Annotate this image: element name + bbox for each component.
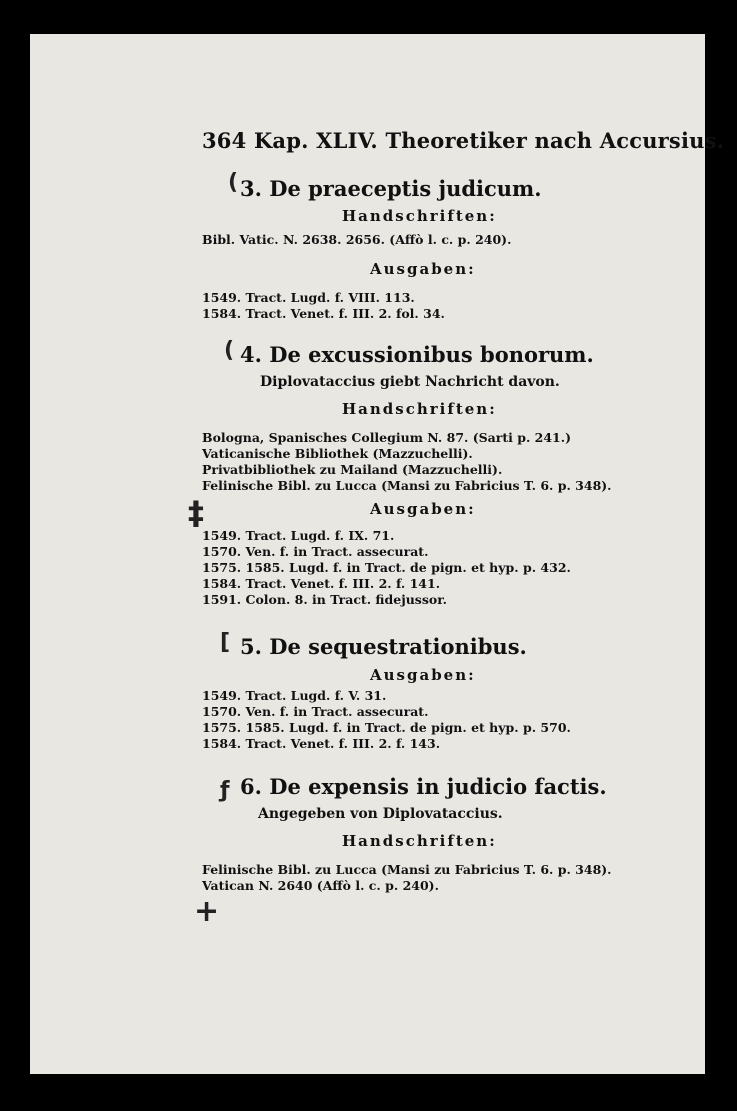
section-3-handschrift-1: Bibl. Vatic. N. 2638. 2656. (Affò l. c. p. 240). bbox=[202, 232, 512, 247]
section-5-ausgabe-3: 1575. 1585. Lugd. f. in Tract. de pign. et hyp. p. 570. bbox=[202, 720, 571, 735]
section-5-ausgabe-4: 1584. Tract. Venet. f. III. 2. f. 143. bbox=[202, 736, 441, 751]
section-4-ausgabe-1: 1549. Tract. Lugd. f. IX. 71. bbox=[202, 528, 395, 543]
section-5-ausgabe-2: 1570. Ven. f. in Tract. assecurat. bbox=[202, 704, 429, 719]
handwritten-mark: ( bbox=[228, 170, 239, 195]
section-4-handschrift-1: Bologna, Spanisches Collegium N. 87. (Sarti p. 241.) bbox=[202, 430, 572, 445]
handwritten-mark: [ bbox=[220, 630, 231, 655]
section-4-ausgabe-3: 1575. 1585. Lugd. f. in Tract. de pign. et hyp. p. 432. bbox=[202, 560, 571, 575]
section-3-ausgaben-label: Ausgaben: bbox=[370, 260, 476, 278]
section-4-ausgabe-4: 1584. Tract. Venet. f. III. 2. f. 141. bbox=[202, 576, 441, 591]
section-5-ausgaben-label: Ausgaben: bbox=[370, 666, 476, 684]
section-4-ausgaben-label: Ausgaben: bbox=[370, 500, 476, 518]
handwritten-mark: ƒ bbox=[220, 778, 230, 803]
section-3-handschriften-label: Handschriften: bbox=[342, 207, 497, 225]
page-header: 364 Kap. XLIV. Theoretiker nach Accursius. bbox=[202, 128, 725, 153]
handwritten-plus-mark: + bbox=[194, 894, 220, 929]
section-4-handschriften-label: Handschriften: bbox=[342, 400, 497, 418]
handwritten-cross-mark: ‡ bbox=[188, 494, 204, 532]
section-4-ausgabe-5: 1591. Colon. 8. in Tract. fidejussor. bbox=[202, 592, 448, 607]
section-3-ausgabe-2: 1584. Tract. Venet. f. III. 2. fol. 34. bbox=[202, 306, 445, 321]
section-6-handschrift-1: Felinische Bibl. zu Lucca (Mansi zu Fabricius T. 6. p. 348). bbox=[202, 862, 612, 877]
section-6-handschriften-label: Handschriften: bbox=[342, 832, 497, 850]
section-4-handschrift-3: Privatbibliothek zu Mailand (Mazzuchelli). bbox=[202, 462, 503, 477]
scanned-page bbox=[30, 34, 725, 1074]
handwritten-mark: ( bbox=[224, 338, 235, 363]
section-6-title: 6. De expensis in judicio factis. bbox=[240, 774, 607, 799]
section-5-title: 5. De sequestrationibus. bbox=[240, 634, 527, 659]
section-3-ausgabe-1: 1549. Tract. Lugd. f. VIII. 113. bbox=[202, 290, 415, 305]
section-3-title: 3. De praeceptis judicum. bbox=[240, 176, 542, 201]
section-5-ausgabe-1: 1549. Tract. Lugd. f. V. 31. bbox=[202, 688, 387, 703]
section-4-title: 4. De excussionibus bonorum. bbox=[240, 342, 594, 367]
section-4-note: Diplovataccius giebt Nachricht davon. bbox=[260, 374, 560, 390]
section-4-handschrift-4: Felinische Bibl. zu Lucca (Mansi zu Fabricius T. 6. p. 348). bbox=[202, 478, 612, 493]
section-4-ausgabe-2: 1570. Ven. f. in Tract. assecurat. bbox=[202, 544, 429, 559]
section-4-handschrift-2: Vaticanische Bibliothek (Mazzuchelli). bbox=[202, 446, 473, 461]
section-6-note: Angegeben von Diplovataccius. bbox=[258, 806, 503, 822]
section-6-handschrift-2: Vatican N. 2640 (Affò l. c. p. 240). bbox=[202, 878, 439, 893]
